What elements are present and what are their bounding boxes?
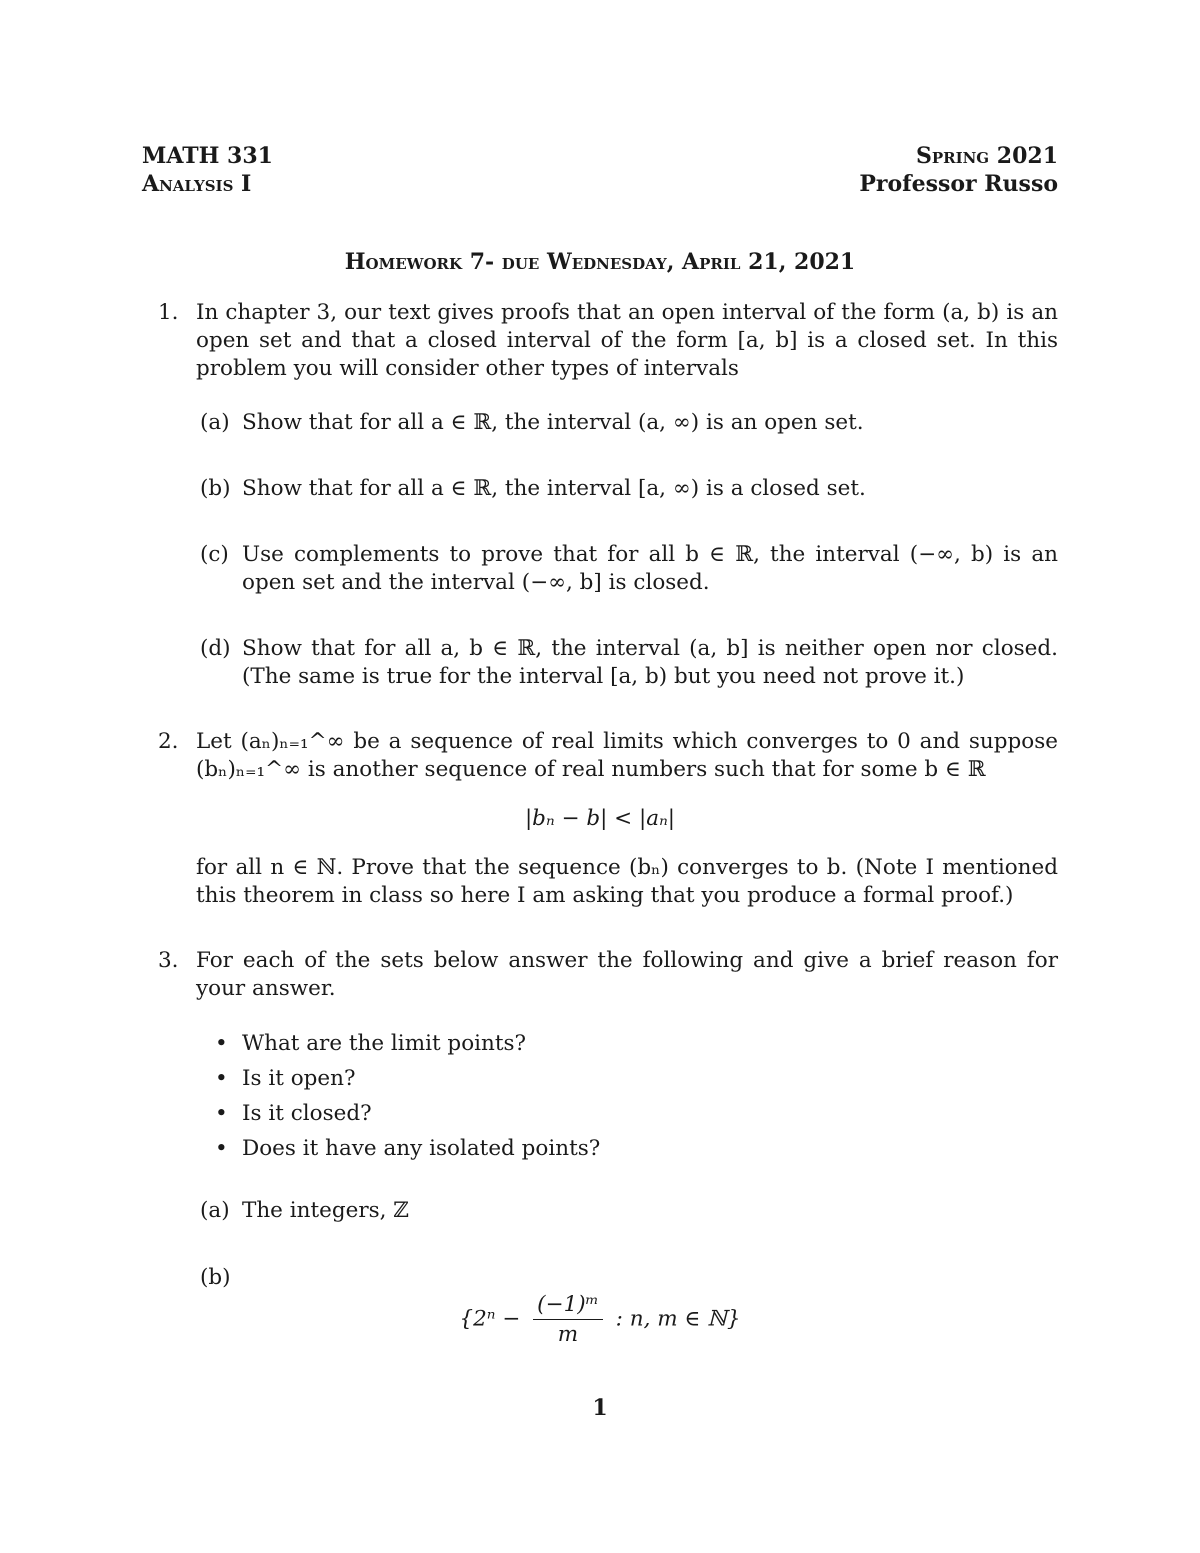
bullet-text: What are the limit points? [242, 1031, 527, 1056]
bullet-icon: • [215, 1136, 228, 1161]
page-number: 1 [592, 1395, 608, 1421]
course-code: MATH 331 [142, 143, 273, 169]
fraction-numerator: (−1)ᵐ [533, 1292, 603, 1320]
part-text: The integers, ℤ [242, 1198, 409, 1223]
problem-1 [158, 299, 1058, 383]
part-label: (b) [200, 476, 231, 501]
course-header [142, 142, 273, 198]
bullet-icon: • [215, 1031, 228, 1056]
bullet-text: Is it closed? [242, 1101, 372, 1126]
problem-text-after: for all n ∈ ℕ. Prove that the sequence (bₙ) converges to b. (Note I mentioned this theorem in class so here I am asking that you produce a formal proof.) [196, 855, 1058, 908]
problem-number: 1. [158, 300, 179, 325]
fraction-denominator: m [557, 1322, 579, 1347]
problem-1-part-d [200, 635, 1058, 691]
part-label: (a) [200, 410, 230, 435]
part-text: Show that for all a, b ∈ ℝ, the interval (a, b] is neither open nor closed. (The same is true for the interval [a, b) but you need not prove it.) [242, 636, 1058, 689]
part-text: Show that for all a ∈ ℝ, the interval (a, ∞) is an open set. [242, 410, 864, 435]
professor: Professor Russo [859, 171, 1058, 197]
problem-number: 2. [158, 729, 179, 754]
part-label: (d) [200, 636, 231, 661]
problem-2-continued [158, 854, 1058, 910]
part-text: Use complements to prove that for all b ∈ ℝ, the interval (−∞, b) is an open set and the interval (−∞, b] is closed. [242, 542, 1058, 595]
bullet-item [215, 1100, 372, 1128]
problem-text: For each of the sets below answer the following and give a brief reason for your answer. [196, 948, 1058, 1001]
bullet-item [215, 1135, 600, 1163]
set-equation [0, 1292, 1200, 1347]
part-label: (c) [200, 542, 229, 567]
problem-3 [158, 947, 1058, 1003]
part-text: Show that for all a ∈ ℝ, the interval [a, ∞) is a closed set. [242, 476, 866, 501]
fraction [533, 1292, 603, 1347]
bullet-text: Is it open? [242, 1066, 356, 1091]
part-label: (b) [200, 1265, 231, 1290]
problem-2 [158, 728, 1058, 784]
bullet-icon: • [215, 1101, 228, 1126]
homework-title: Homework 7- due Wednesday, April 21, 2021 [344, 249, 856, 275]
inequality-equation: |bₙ − b| < |aₙ| [524, 806, 676, 831]
problem-1-part-c [200, 541, 1058, 597]
problem-text: In chapter 3, our text gives proofs that an open interval of the form (a, b) is an open set and that a closed interval of the form [a, b] is a closed set. In this problem you will consider other types of intervals [196, 300, 1058, 381]
bullet-text: Does it have any isolated points? [242, 1136, 601, 1161]
set-eq-left: {2ⁿ − [459, 1306, 521, 1332]
bullet-item [215, 1030, 526, 1058]
course-name: Analysis I [142, 171, 252, 197]
set-eq-right: : n, m ∈ ℕ} [615, 1306, 741, 1332]
problem-1-part-b [200, 475, 1058, 503]
bullet-item [215, 1065, 356, 1093]
part-label: (a) [200, 1198, 230, 1223]
bullet-icon: • [215, 1066, 228, 1091]
term: Spring 2021 [915, 143, 1058, 169]
problem-text: Let (aₙ)ₙ₌₁^∞ be a sequence of real limits which converges to 0 and suppose (bₙ)ₙ₌₁^∞ is another sequence of real numbers such that for some b ∈ ℝ [196, 729, 1058, 782]
term-header [859, 142, 1058, 198]
problem-1-part-a [200, 409, 1058, 437]
problem-number: 3. [158, 948, 179, 973]
problem-3-part-a [200, 1197, 1058, 1225]
